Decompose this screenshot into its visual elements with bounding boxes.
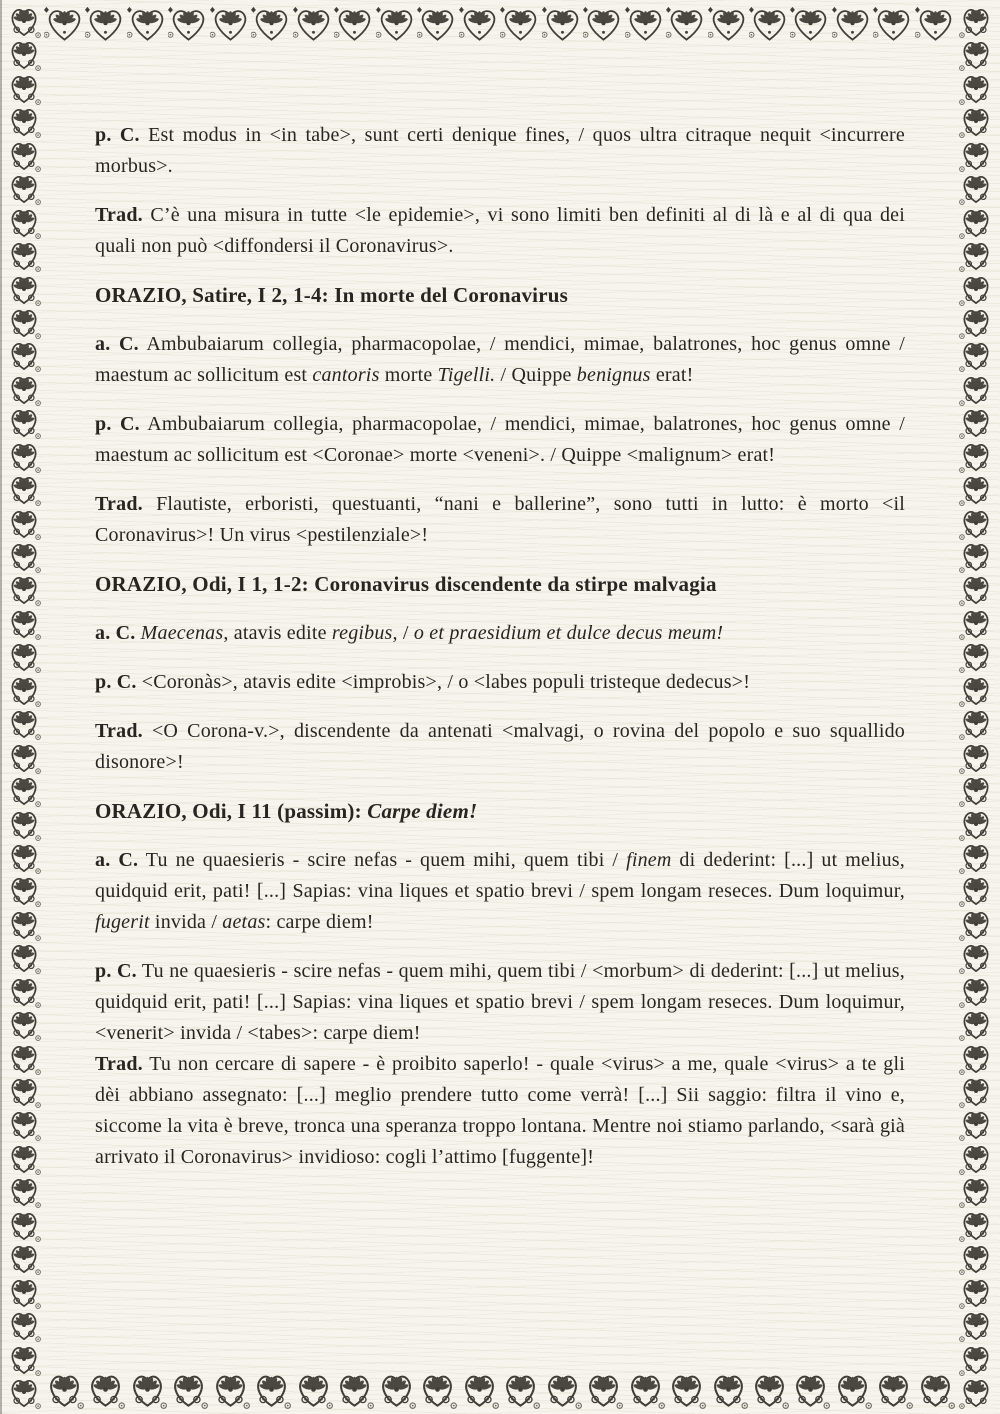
border-rosette-icon [958,105,994,138]
border-rosette-icon [958,473,994,506]
border-rosette-icon [6,540,42,573]
border-rosette-icon [6,38,42,71]
text-run: a. C. [95,622,136,644]
text-run: o et praesidium et dulce decus meum! [413,622,724,644]
text-run: Trad. [95,720,143,742]
para-p-c-1 [95,120,905,182]
text-run: finem [626,849,672,871]
text-run: p. C. [95,960,137,982]
border-rosette-icon [376,5,417,43]
border-rosette-icon [6,139,42,172]
heading-odi-i-11 [95,796,905,827]
text-run: di dederint: [...] ut melius, quidquid erit, pati! [...] Sapias: vina liques et spatio brevi / spem longam reseces. Dum loquimur, [95,849,905,902]
border-rosette-icon [958,941,994,974]
text-run: Carpe diem! [367,799,478,823]
border-rosette-icon [958,640,994,673]
border-rosette-icon [958,206,994,239]
border-rosette-icon [749,5,790,43]
border-rosette-icon [6,607,42,640]
border-rosette-icon [958,507,994,540]
border-rosette-icon [958,1209,994,1242]
border-rosette-icon [6,306,42,339]
border-rosette-icon [6,1175,42,1208]
border-rosette-icon [6,774,42,807]
border-rosette-icon [210,5,251,43]
para-a-c-4 [95,845,905,938]
border-rosette-icon [6,808,42,841]
border-rosette-icon [958,774,994,807]
text-run: Flautiste, erboristi, questuanti, “nani e ballerine”, sono tutti in lutto: è morto <il Coronavirus>! Un virus <pestilenziale>! [95,493,905,546]
text-run: Tu ne quaesieris - scire nefas - quem mihi, quem tibi / [138,849,627,871]
text-run: / [397,622,414,644]
border-rosette-icon [958,1175,994,1208]
border-rosette-icon [293,1371,334,1409]
border-rosette-icon [6,674,42,707]
text-run: <O Corona-v.>, discendente da antenati <malvagi, o rovina del popolo e suo squallido disonore>! [95,720,905,773]
border-rosette-icon [958,139,994,172]
text-run: : carpe diem! [265,911,374,933]
border-rosette-icon [542,5,583,43]
border-rosette-icon [6,975,42,1008]
border-rosette-icon [293,5,334,43]
border-rosette-icon [625,5,666,43]
border-rosette-icon [958,975,994,1008]
border-rosette-icon [958,1042,994,1075]
border-rosette-icon [6,640,42,673]
border-rosette-icon [44,5,85,43]
text-run: Tigelli. [437,364,496,386]
text-run: cantoris [312,364,380,386]
border-rosette-icon [958,1008,994,1041]
border-rosette-icon [376,1371,417,1409]
text-run: erat! [650,364,694,386]
text-run: Tu non cercare di sapere - è proibito saperlo! - quale <virus> a me, quale <virus> a te gli dèi abbiano assegnato: [...] meglio prendere tutto come verrà! [...] Sii saggio: filtra il vino e, siccome la vita è breve, tronca una speranza troppo lontana. Mentre noi stiamo parlando, <sarà già arrivato il Coronavirus> invidioso: cogli l’attimo [fuggente]! [95,1053,905,1168]
border-rosette-icon [6,1376,42,1409]
border-rosette-icon [749,1371,790,1409]
text-run: ORAZIO, Odi, I 11 (passim): [95,799,368,823]
border-rosette-icon [958,1075,994,1108]
border-rosette-icon [958,5,994,38]
text-run: morte [379,364,438,386]
border-rosette-icon [6,1209,42,1242]
border-rosette-icon [6,1276,42,1309]
border-rosette-icon [708,1371,749,1409]
text-run: Tu ne quaesieris - scire nefas - quem mihi, quem tibi / <morbum> di dederint: [...] ut melius, quidquid erit, pati! [...] Sapias: vina liques et spatio brevi / spem longam reseces. Dum loquimur, <venerit> invida / <tabes>: carpe diem! [95,960,905,1044]
text-run: Trad. [95,493,143,515]
border-rosette-icon [127,5,168,43]
border-rosette-icon [542,1371,583,1409]
border-rosette-icon [958,741,994,774]
border-rosette-icon [6,874,42,907]
border-rosette-icon [6,105,42,138]
border-rosette-icon [6,507,42,540]
text-run: a. C. [95,333,139,355]
border-rosette-icon [6,406,42,439]
text-run: fugerit [95,911,150,933]
border-rosette-icon [832,1371,873,1409]
border-rosette-icon [958,440,994,473]
border-rosette-icon [958,1142,994,1175]
border-rosette-icon [873,5,914,43]
border-rosette-icon [500,5,541,43]
border-rosette-icon [6,1042,42,1075]
border-rosette-icon [958,1108,994,1141]
text-run: Trad. [95,204,143,226]
border-rosette-icon [210,1371,251,1409]
border-rosette-icon [251,1371,292,1409]
border-rosette-icon [417,1371,458,1409]
border-rosette-icon [958,573,994,606]
document-body [95,120,905,1191]
border-rosette-icon [583,1371,624,1409]
text-run: regibus, [331,622,398,644]
border-rosette-icon [334,5,375,43]
border-rosette-icon [6,273,42,306]
text-run: a. C. [95,849,139,871]
heading-odi-i-1 [95,569,905,600]
border-rosette-icon [915,5,956,43]
border-rosette-icon [958,172,994,205]
para-p-c-4 [95,956,905,1049]
border-rosette-icon [251,5,292,43]
border-rosette-icon [958,1343,994,1376]
border-rosette-icon [708,5,749,43]
text-run: <Coronàs>, atavis edite <improbis>, / o <labes populi tristeque dedecus>! [136,671,751,693]
text-run: , atavis edite [223,622,332,644]
border-rosette-icon [168,5,209,43]
border-rosette-icon [958,841,994,874]
border-rosette-icon [958,373,994,406]
border-rosette-icon [958,239,994,272]
text-run: p. C. [95,413,140,435]
text-run: Ambubaiarum collegia, pharmacopolae, / mendici, mimae, balatrones, hoc genus omne / maestum ac sollicitum est <Coronae> morte <veneni>. / Quippe <malignum> erat! [95,413,905,466]
para-a-c-3 [95,618,905,649]
ornamental-border-bottom [44,1371,956,1409]
border-rosette-icon [6,573,42,606]
text-run: p. C. [95,124,140,146]
border-rosette-icon [6,172,42,205]
border-rosette-icon [583,5,624,43]
text-run: ORAZIO, Satire, I 2, 1-4: In morte del Coronavirus [95,283,568,307]
text-run: C’è una misura in tutte <le epidemie>, vi sono limiti ben definiti al di là e al di qua dei quali non può <diffondersi il Coronavirus>. [95,204,905,257]
border-rosette-icon [958,1242,994,1275]
para-trad-4 [95,1049,905,1173]
border-rosette-icon [958,72,994,105]
border-rosette-icon [6,1008,42,1041]
border-rosette-icon [790,5,831,43]
border-rosette-icon [417,5,458,43]
border-rosette-icon [6,741,42,774]
text-run: / Quippe [495,364,577,386]
text-run: Est modus in <in tabe>, sunt certi denique fines, / quos ultra citraque nequit <incurrere morbus>. [95,124,905,177]
border-rosette-icon [6,473,42,506]
border-rosette-icon [6,72,42,105]
border-rosette-icon [915,1371,956,1409]
border-rosette-icon [958,607,994,640]
border-rosette-icon [958,38,994,71]
border-rosette-icon [334,1371,375,1409]
border-rosette-icon [6,1142,42,1175]
border-rosette-icon [6,841,42,874]
border-rosette-icon [6,707,42,740]
border-rosette-icon [958,707,994,740]
border-rosette-icon [666,5,707,43]
ornamental-border-left [5,5,43,1409]
text-run: invida / [149,911,223,933]
text-run: benignus [576,364,651,386]
border-rosette-icon [6,1242,42,1275]
ornamental-border-top [44,5,956,43]
text-run: Trad. [95,1053,143,1075]
border-rosette-icon [85,5,126,43]
border-rosette-icon [6,1108,42,1141]
border-rosette-icon [873,1371,914,1409]
para-a-c-2 [95,329,905,391]
border-rosette-icon [958,1376,994,1409]
text-run: Ambubaiarum collegia, pharmacopolae, / mendici, mimae, balatrones, hoc genus omne / maestum ac sollicitum est [95,333,905,386]
border-rosette-icon [6,5,42,38]
border-rosette-icon [958,339,994,372]
border-rosette-icon [958,1309,994,1342]
ornamental-border-right [957,5,995,1409]
border-rosette-icon [168,1371,209,1409]
border-rosette-icon [958,874,994,907]
text-run: ORAZIO, Odi, I 1, 1-2: Coronavirus discendente da stirpe malvagia [95,572,717,596]
border-rosette-icon [6,1309,42,1342]
border-rosette-icon [459,1371,500,1409]
border-rosette-icon [85,1371,126,1409]
border-rosette-icon [6,239,42,272]
border-rosette-icon [500,1371,541,1409]
border-rosette-icon [790,1371,831,1409]
border-rosette-icon [6,206,42,239]
para-p-c-2 [95,409,905,471]
border-rosette-icon [127,1371,168,1409]
text-run: p. C. [95,671,137,693]
para-trad-1 [95,200,905,262]
border-rosette-icon [958,674,994,707]
border-rosette-icon [459,5,500,43]
border-rosette-icon [958,908,994,941]
border-rosette-icon [6,1075,42,1108]
border-rosette-icon [6,908,42,941]
border-rosette-icon [44,1371,85,1409]
border-rosette-icon [958,1276,994,1309]
border-rosette-icon [958,406,994,439]
border-rosette-icon [6,1343,42,1376]
border-rosette-icon [958,273,994,306]
border-rosette-icon [6,339,42,372]
text-run: Maecenas [140,622,224,644]
border-rosette-icon [6,440,42,473]
border-rosette-icon [832,5,873,43]
border-rosette-icon [958,808,994,841]
para-trad-3 [95,716,905,778]
border-rosette-icon [6,941,42,974]
para-trad-2 [95,489,905,551]
heading-satire-i-2 [95,280,905,311]
para-p-c-3 [95,667,905,698]
border-rosette-icon [6,373,42,406]
border-rosette-icon [958,540,994,573]
text-run: aetas [222,911,266,933]
border-rosette-icon [625,1371,666,1409]
border-rosette-icon [958,306,994,339]
border-rosette-icon [666,1371,707,1409]
